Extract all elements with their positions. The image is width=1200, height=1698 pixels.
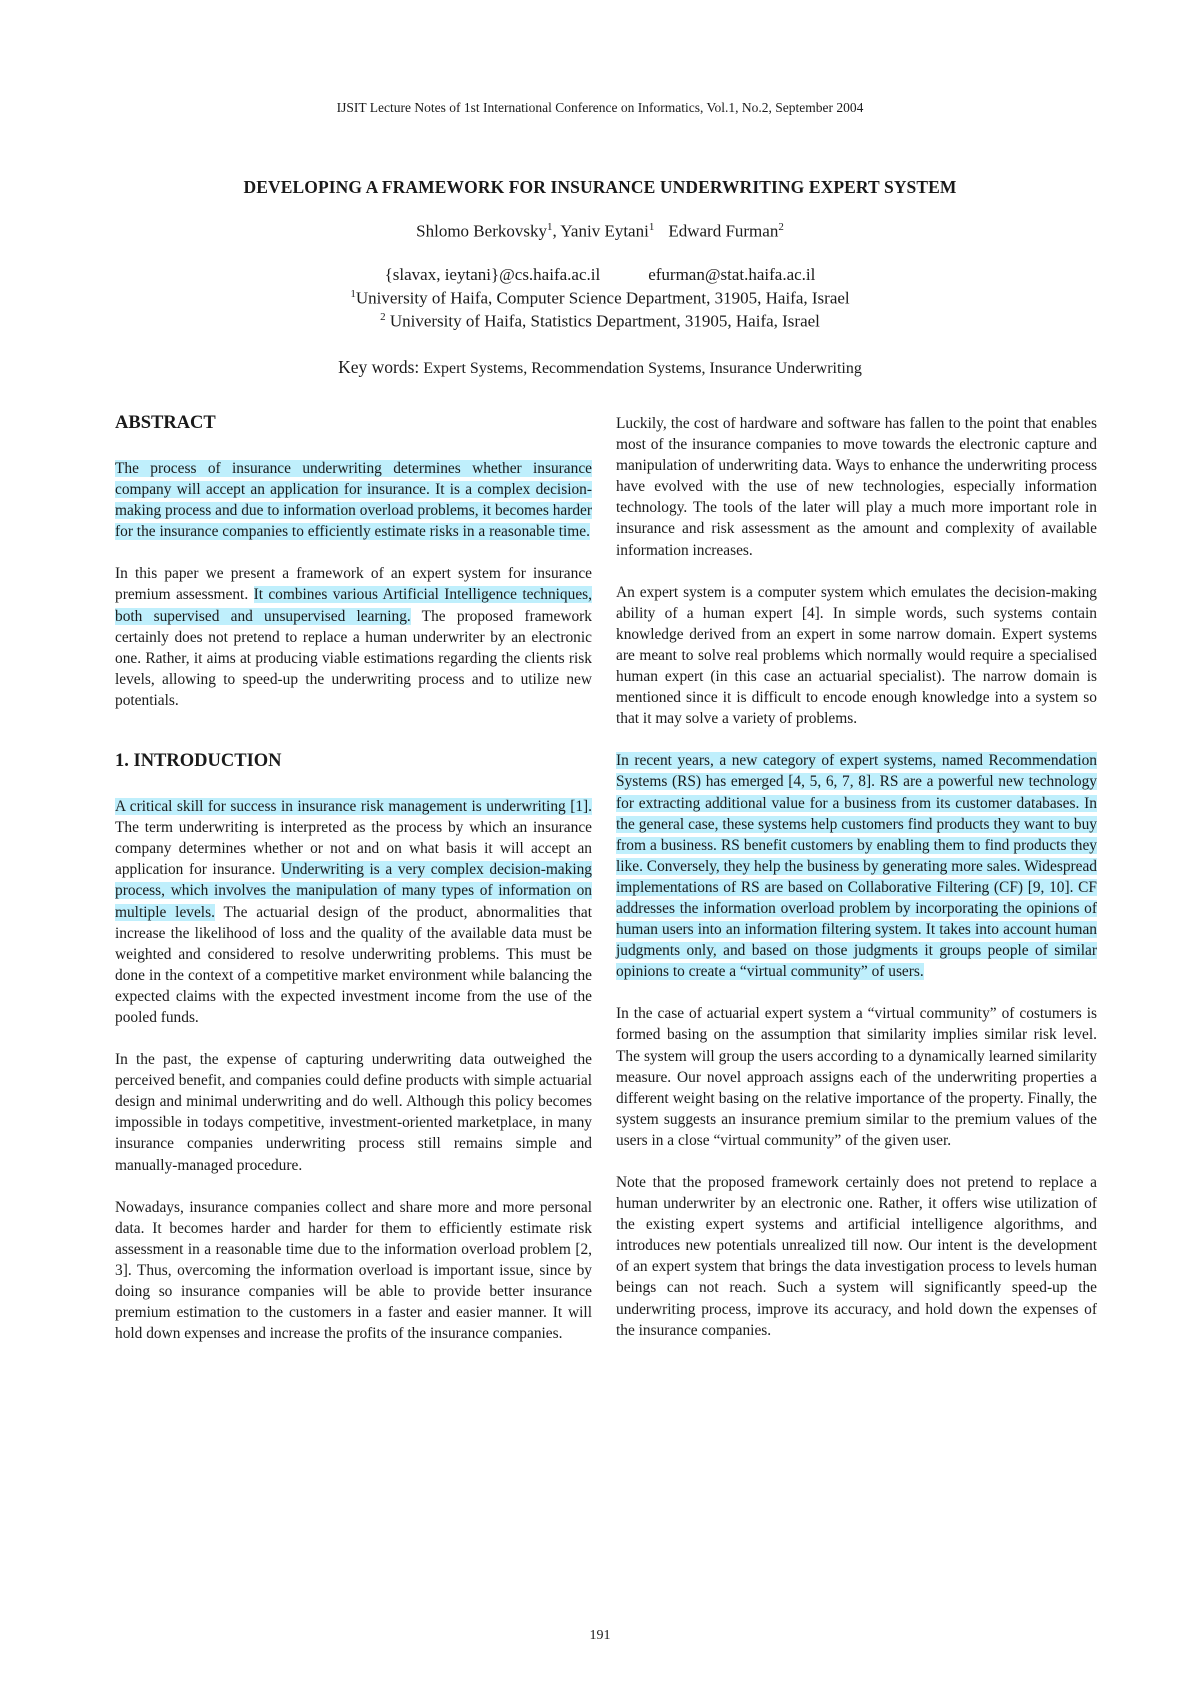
body-paragraph: Note that the proposed framework certainly does not pretend to replace a human underwriter by an electronic one. Rather, it offers wise utilization of the existing expert systems and artificial intelligence algorithms, and introduces new potentials unrealized till now. Our intent is the development of an expert system that brings the data investigation process to levels human beings can not reach. Such a system will significantly speed-up the underwriting process, improve its accuracy, and hold down the expenses of the insurance companies. <box>616 1174 1097 1339</box>
right-column <box>616 413 1097 1362</box>
affiliation-mark: 2 <box>380 311 386 323</box>
author-emails <box>0 265 1200 285</box>
abstract-heading: ABSTRACT <box>115 413 216 433</box>
running-head: IJSIT Lecture Notes of 1st International Conference on Informatics, Vol.1, No.2, September 2004 <box>336 100 864 115</box>
keywords-text: Expert Systems, Recommendation Systems, Insurance Underwriting <box>419 360 862 377</box>
left-column <box>115 413 592 1365</box>
email-cs: {slavax, ieytani}@cs.haifa.ac.il <box>384 265 601 284</box>
keywords <box>0 357 1200 378</box>
abstract-paragraph <box>115 563 592 711</box>
author-list <box>0 221 1200 242</box>
paragraph-text: In this paper we present a framework of an expert system for insurance premium assessment. <box>115 565 592 604</box>
affiliation-text: University of Haifa, Computer Science Department, 31905, Haifa, Israel <box>355 288 850 308</box>
body-paragraph: In the case of actuarial expert system a “virtual community” of costumers is formed basing on the assumption that similarity implies similar risk level. The system will group the users according to a dynamically learned similarity measure. Our novel approach assigns each of the underwriting properties a different weight basing on the relative importance of the property. Finally, the system suggests an insurance premium similar to the premium values of the users in a close “virtual community” of the given user. <box>616 1005 1097 1149</box>
paragraph-text: The term underwriting is interpreted as the process by which an insurance company determines whether or not and on what basis it will accept an application for insurance. <box>115 819 592 879</box>
introduction-paragraph <box>115 796 592 1028</box>
author-affiliation-mark: 2 <box>778 221 784 233</box>
highlighted-text: Underwriting is a very complex decision-making process, which involves the manipulation of many types of information on multiple levels. <box>115 861 592 921</box>
author-affiliation-mark: 1 <box>546 221 553 233</box>
keywords-label: Key words: <box>338 357 420 377</box>
introduction-heading: 1. INTRODUCTION <box>115 751 282 772</box>
affiliation-text: University of Haifa, Statistics Department, 31905, Haifa, Israel <box>385 311 820 331</box>
highlighted-text: In recent years, a new category of expert systems, named Recommendation Systems (RS) has emerged [4, 5, 6, 7, 8]. RS are a powerful new technology for extracting additional value for a business from its customer databases. In the general case, these systems help customers find products they want to buy from a business. RS benefit customers by enabling them to find products they like. Conversely, they help the business by generating more sales. Widespread implementations of RS are based on Collaborative Filtering (CF) [9, 10]. CF addresses the information overload problem by incorporating the opinions of human users into an information filtering system. It takes into account human judgments only, and based on those judgments it groups people of similar opinions to create a “virtual community” of users. <box>616 752 1097 981</box>
body-paragraph: An expert system is a computer system which emulates the decision-making ability of a human expert [4]. In simple words, such systems contain knowledge derived from an expert in some narrow domain. Expert systems are meant to solve real problems which normally would require a specialised human expert (in this case an actuarial specialist). The narrow domain is mentioned since it is difficult to encode enough knowledge into a system so that it may solve a variety of problems. <box>616 583 1097 728</box>
paper-title: DEVELOPING A FRAMEWORK FOR INSURANCE UNDERWRITING EXPERT SYSTEM <box>243 177 957 197</box>
author-affiliation-mark: 1 <box>648 221 655 233</box>
affiliation-2 <box>0 311 1200 332</box>
introduction-paragraph: In the past, the expense of capturing underwriting data outweighed the perceived benefit, and companies could define products with simple actuarial design and minimal underwriting and do well. Although this policy becomes impossible in todays competitive, investment-oriented marketplace, in many insurance companies underwriting process still remains simple and manually-managed procedure. <box>115 1051 592 1174</box>
email-stat: efurman@stat.haifa.ac.il <box>648 265 816 284</box>
highlighted-text: It combines various Artificial Intelligence techniques, both supervised and unsupervised learning. <box>115 586 592 625</box>
affiliation-mark: 1 <box>350 288 356 300</box>
affiliation-1 <box>0 288 1200 309</box>
paragraph-text: The proposed framework certainly does not pretend to replace a human underwriter by an electronic one. Rather, it aims at producing viable estimations regarding the clients risk levels, allowing to speed-up the underwriting process and to utilize new potentials. <box>115 607 592 709</box>
introduction-paragraph: Nowadays, insurance companies collect and share more and more personal data. It becomes harder and harder for them to efficiently estimate risk assessment in a reasonable time due to the information overload problem [2, 3]. Thus, overcoming the information overload is important issue, since by doing so insurance companies will be able to provide better insurance premium estimation to the customers in a faster and easier manner. It will hold down expenses and increase the profits of the insurance companies. <box>115 1198 592 1343</box>
highlighted-text: A critical skill for success in insurance risk management is underwriting [1]. <box>115 798 592 816</box>
author-name: Edward Furman <box>668 221 779 241</box>
highlighted-text: The process of insurance underwriting determines whether insurance company will accept an application for insurance. It is a complex decision-making process and due to information overload problems, it becomes harder for the insurance companies to efficiently estimate risks in a reasonable time. <box>115 460 592 541</box>
body-paragraph: Luckily, the cost of hardware and software has fallen to the point that enables most of the insurance companies to move towards the electronic capture and manipulation of underwriting data. Ways to enhance the underwriting process have evolved with the use of new technologies, especially information technology. The tools of the later will play a much more important role in insurance and risk assessment as the amount and complexity of available information increases. <box>616 415 1097 559</box>
abstract-paragraph <box>115 458 592 542</box>
author-name: Yaniv Eytani <box>560 221 649 241</box>
page-number: 191 <box>589 1628 611 1643</box>
author-separator: , <box>552 221 561 241</box>
paragraph-text: The actuarial design of the product, abnormalities that increase the likelihood of loss and the quality of the available data must be weighted and considered to resolve underwriting problems. This must be done in the context of a competitive market environment while balancing the expected claims with the expected investment income from the use of the pooled funds. <box>115 903 592 1026</box>
author-name: Shlomo Berkovsky <box>416 221 547 241</box>
body-paragraph <box>616 750 1097 982</box>
